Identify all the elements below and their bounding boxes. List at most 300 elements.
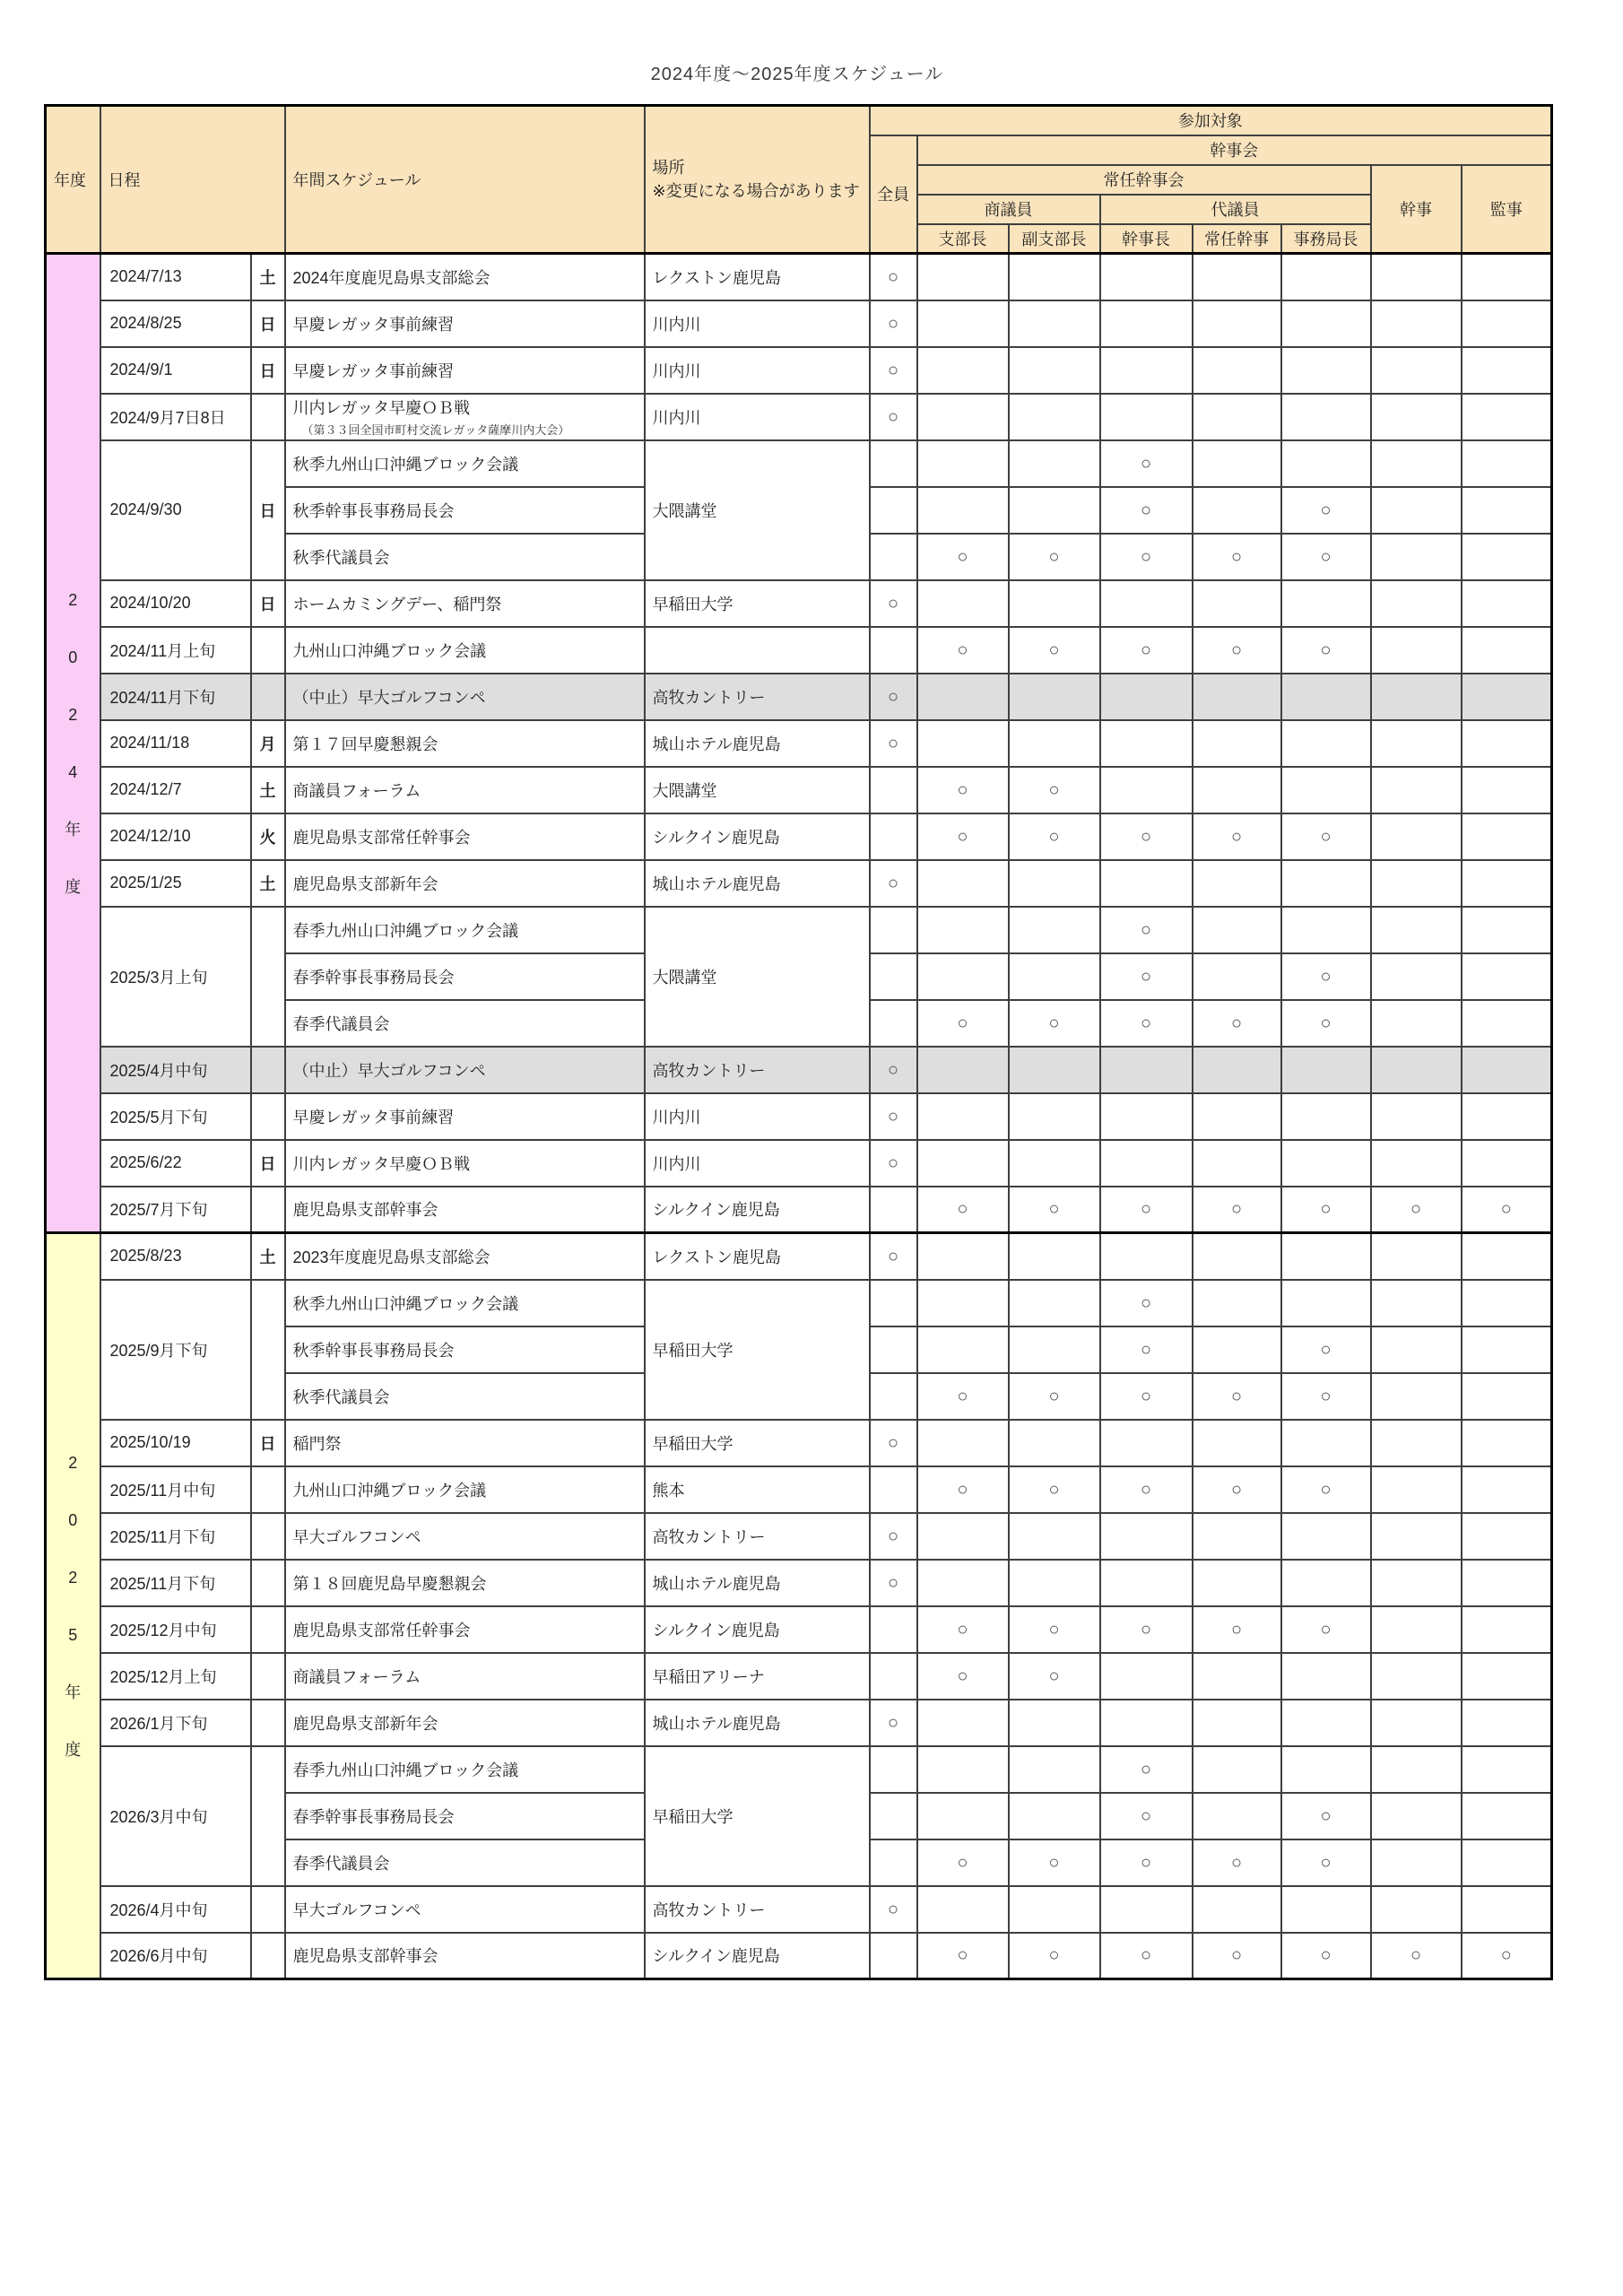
event-name: 秋季代議員会 (292, 1387, 390, 1406)
table-row (46, 1140, 1552, 1187)
circle-mark: ○ (1371, 1933, 1462, 1979)
cell-place: 川内川 (645, 1093, 870, 1140)
mark-cell-empty (1281, 394, 1371, 440)
circle-mark: ○ (1100, 813, 1193, 860)
event-name: 九州山口沖縄ブロック会議 (292, 1481, 487, 1500)
mark-cell-empty (1371, 1746, 1462, 1793)
table-row (46, 580, 1552, 627)
mark-cell-empty (1009, 440, 1100, 487)
table-row (46, 440, 1552, 487)
circle-mark: ○ (870, 1233, 917, 1280)
circle-mark: ○ (917, 1653, 1009, 1700)
mark-cell-empty (1281, 1420, 1371, 1466)
table-row (46, 1233, 1552, 1280)
cell-date: 2025/3月上旬 (100, 907, 251, 1047)
circle-mark: ○ (870, 254, 917, 300)
cell-event (285, 674, 645, 720)
cell-event (285, 1280, 645, 1326)
cell-date: 2025/6/22 (100, 1140, 251, 1187)
mark-cell-empty (1193, 440, 1281, 487)
cell-place: 高牧カントリー (645, 1513, 870, 1560)
mark-cell-empty (1462, 1653, 1552, 1700)
event-name: 早慶レガッタ事前練習 (292, 315, 455, 334)
circle-mark: ○ (1100, 1746, 1193, 1793)
mark-cell-empty (917, 1233, 1009, 1280)
cell-place: 早稲田大学 (645, 1746, 870, 1886)
mark-cell-empty (1462, 1233, 1552, 1280)
mark-cell-empty (1100, 300, 1193, 347)
circle-mark: ○ (870, 1560, 917, 1606)
mark-cell-empty (1462, 487, 1552, 534)
mark-cell-empty (1009, 1047, 1100, 1093)
cell-day: 土 (251, 767, 285, 813)
mark-cell-empty (1193, 1886, 1281, 1933)
mark-cell-empty (1281, 1653, 1371, 1700)
circle-mark: ○ (1281, 1793, 1371, 1839)
cell-event (285, 1326, 645, 1373)
cell-date: 2025/7月下旬 (100, 1187, 251, 1233)
mark-cell-empty (870, 813, 917, 860)
mark-cell-empty (1100, 1653, 1193, 1700)
cell-day (251, 1093, 285, 1140)
mark-cell-empty (1462, 580, 1552, 627)
mark-cell-empty (1462, 1746, 1552, 1793)
mark-cell-empty (1009, 1420, 1100, 1466)
mark-cell-empty (870, 1466, 917, 1513)
cell-date: 2025/10/19 (100, 1420, 251, 1466)
circle-mark: ○ (917, 534, 1009, 580)
event-name: 九州山口沖縄ブロック会議 (292, 641, 487, 660)
circle-mark: ○ (1009, 534, 1100, 580)
mark-cell-empty (917, 487, 1009, 534)
mark-cell-empty (917, 1140, 1009, 1187)
mark-cell-empty (1371, 1373, 1462, 1420)
mark-cell-empty (1462, 1000, 1552, 1047)
table-row (46, 1280, 1552, 1326)
cell-place (645, 627, 870, 674)
mark-cell-empty (917, 907, 1009, 953)
circle-mark: ○ (917, 1933, 1009, 1979)
circle-mark: ○ (917, 1187, 1009, 1233)
mark-cell-empty (1009, 953, 1100, 1000)
mark-cell-empty (1193, 1700, 1281, 1746)
event-name: 2023年度鹿児島県支部総会 (292, 1248, 490, 1266)
cell-day: 日 (251, 440, 285, 580)
mark-cell-empty (1371, 627, 1462, 674)
cell-date: 2025/12月上旬 (100, 1653, 251, 1700)
mark-cell-empty (1281, 580, 1371, 627)
mark-cell-empty (1371, 953, 1462, 1000)
cell-date: 2025/5月下旬 (100, 1093, 251, 1140)
mark-cell-empty (1462, 1373, 1552, 1420)
table-row (46, 1933, 1552, 1979)
cell-date: 2025/4月中旬 (100, 1047, 251, 1093)
mark-cell-empty (870, 1326, 917, 1373)
event-name: 商議員フォーラム (292, 781, 421, 800)
cell-event (285, 1886, 645, 1933)
mark-cell-empty (1100, 767, 1193, 813)
mark-cell-empty (1371, 907, 1462, 953)
year-char: 2 (68, 705, 78, 724)
circle-mark: ○ (1009, 1653, 1100, 1700)
table-row (46, 1187, 1552, 1233)
cell-event (285, 534, 645, 580)
header-year: 年度 (46, 106, 100, 254)
circle-mark: ○ (1281, 1606, 1371, 1653)
mark-cell-empty (1371, 1466, 1462, 1513)
cell-day (251, 674, 285, 720)
circle-mark: ○ (1100, 1466, 1193, 1513)
mark-cell-empty (1371, 1700, 1462, 1746)
cell-event (285, 1047, 645, 1093)
cell-event (285, 627, 645, 674)
cell-day: 土 (251, 860, 285, 907)
cell-event (285, 953, 645, 1000)
mark-cell-empty (1100, 1886, 1193, 1933)
mark-cell-empty (1281, 1886, 1371, 1933)
mark-cell-empty (1009, 1746, 1100, 1793)
circle-mark: ○ (1462, 1933, 1552, 1979)
mark-cell-empty (1281, 300, 1371, 347)
circle-mark: ○ (917, 627, 1009, 674)
cell-day (251, 1746, 285, 1886)
event-note: （第３３回全国市町村交流レガッタ薩摩川内大会） (301, 423, 570, 437)
event-name: 春季代議員会 (292, 1014, 390, 1033)
cell-date: 2024/12/7 (100, 767, 251, 813)
circle-mark: ○ (1193, 1466, 1281, 1513)
cell-place: 城山ホテル鹿児島 (645, 860, 870, 907)
mark-cell-empty (1371, 487, 1462, 534)
cell-place: 大隈講堂 (645, 907, 870, 1047)
mark-cell-empty (870, 1187, 917, 1233)
circle-mark: ○ (917, 1606, 1009, 1653)
mark-cell-empty (1193, 347, 1281, 394)
mark-cell-empty (1462, 860, 1552, 907)
year-char: 0 (68, 1510, 78, 1529)
cell-day: 日 (251, 580, 285, 627)
circle-mark: ○ (870, 1420, 917, 1466)
mark-cell-empty (1100, 1560, 1193, 1606)
header-jonin-kanji: 常任幹事 (1193, 224, 1281, 254)
mark-cell-empty (1100, 720, 1193, 767)
cell-event (285, 1653, 645, 1700)
mark-cell-empty (1193, 1793, 1281, 1839)
cell-date: 2024/11月上旬 (100, 627, 251, 674)
cell-place: 高牧カントリー (645, 1886, 870, 1933)
mark-cell-empty (1193, 1047, 1281, 1093)
table-row (46, 860, 1552, 907)
cell-event (285, 1466, 645, 1513)
mark-cell-empty (1371, 1653, 1462, 1700)
circle-mark: ○ (1009, 1000, 1100, 1047)
circle-mark: ○ (1100, 1326, 1193, 1373)
cell-place: 早稲田大学 (645, 1420, 870, 1466)
mark-cell-empty (1100, 860, 1193, 907)
header-kanjicho: 幹事長 (1100, 224, 1193, 254)
table-row (46, 1093, 1552, 1140)
cell-day (251, 907, 285, 1047)
circle-mark: ○ (1009, 1466, 1100, 1513)
cell-date: 2025/11月下旬 (100, 1560, 251, 1606)
header-annual-schedule: 年間スケジュール (285, 106, 645, 254)
mark-cell-empty (1193, 394, 1281, 440)
mark-cell-empty (917, 1560, 1009, 1606)
mark-cell-empty (917, 440, 1009, 487)
cell-place: 早稲田大学 (645, 580, 870, 627)
table-row (46, 347, 1552, 394)
table-header (46, 106, 1552, 254)
cell-event (285, 1233, 645, 1280)
circle-mark: ○ (1100, 534, 1193, 580)
mark-cell-empty (1371, 534, 1462, 580)
event-name: 川内レガッタ早慶ＯＢ戦 (292, 399, 471, 417)
cell-event (285, 1187, 645, 1233)
mark-cell-empty (917, 1420, 1009, 1466)
cell-date: 2026/3月中旬 (100, 1746, 251, 1886)
cell-place: 川内川 (645, 394, 870, 440)
cell-place: 城山ホテル鹿児島 (645, 720, 870, 767)
mark-cell-empty (917, 953, 1009, 1000)
mark-cell-empty (1462, 907, 1552, 953)
circle-mark: ○ (1193, 534, 1281, 580)
table-row (46, 1047, 1552, 1093)
circle-mark: ○ (1281, 1373, 1371, 1420)
mark-cell-empty (1462, 1420, 1552, 1466)
mark-cell-empty (917, 1886, 1009, 1933)
mark-cell-empty (1462, 1560, 1552, 1606)
circle-mark: ○ (870, 1700, 917, 1746)
mark-cell-empty (1009, 1793, 1100, 1839)
mark-cell-empty (1371, 1606, 1462, 1653)
cell-date: 2024/9月7日8日 (100, 394, 251, 440)
year-char: 2 (68, 590, 78, 609)
header-shogiin: 商議員 (917, 195, 1100, 224)
cell-day: 月 (251, 720, 285, 767)
cell-place: 早稲田アリーナ (645, 1653, 870, 1700)
mark-cell-empty (1193, 1513, 1281, 1560)
mark-cell-empty (870, 1839, 917, 1886)
cell-day: 日 (251, 300, 285, 347)
mark-cell-empty (870, 953, 917, 1000)
cell-event (285, 300, 645, 347)
mark-cell-empty (917, 1746, 1009, 1793)
event-name: 早大ゴルフコンペ (292, 1527, 421, 1546)
circle-mark: ○ (1100, 487, 1193, 534)
cell-place: 熊本 (645, 1466, 870, 1513)
mark-cell-empty (1462, 347, 1552, 394)
year-char: 度 (65, 877, 82, 896)
circle-mark: ○ (870, 1047, 917, 1093)
mark-cell-empty (917, 254, 1009, 300)
mark-cell-empty (1371, 300, 1462, 347)
header-everyone: 全員 (870, 135, 917, 254)
circle-mark: ○ (1100, 1933, 1193, 1979)
mark-cell-empty (1009, 1513, 1100, 1560)
mark-cell-empty (1371, 1793, 1462, 1839)
cell-event (285, 1093, 645, 1140)
cell-place: 川内川 (645, 300, 870, 347)
mark-cell-empty (1462, 1793, 1552, 1839)
cell-date: 2025/8/23 (100, 1233, 251, 1280)
event-name: 商議員フォーラム (292, 1667, 421, 1686)
circle-mark: ○ (1100, 627, 1193, 674)
cell-place: シルクイン鹿児島 (645, 1606, 870, 1653)
mark-cell-empty (1281, 1513, 1371, 1560)
mark-cell-empty (1193, 1140, 1281, 1187)
cell-place: 早稲田大学 (645, 1280, 870, 1420)
event-name: 2024年度鹿児島県支部総会 (292, 268, 490, 287)
cell-place: 川内川 (645, 1140, 870, 1187)
mark-cell-empty (1371, 347, 1462, 394)
event-name: 第１８回鹿児島早慶懇親会 (292, 1574, 487, 1593)
mark-cell-empty (1462, 1886, 1552, 1933)
circle-mark: ○ (1100, 1606, 1193, 1653)
circle-mark: ○ (1281, 1839, 1371, 1886)
mark-cell-empty (1371, 674, 1462, 720)
circle-mark: ○ (1193, 1373, 1281, 1420)
event-name: 春季九州山口沖縄ブロック会議 (292, 921, 519, 940)
event-name: （中止）早大ゴルフコンペ (292, 688, 486, 707)
cell-place: 高牧カントリー (645, 1047, 870, 1093)
mark-cell-empty (1193, 300, 1281, 347)
mark-cell-empty (1193, 580, 1281, 627)
mark-cell-empty (1193, 1093, 1281, 1140)
mark-cell-empty (1371, 440, 1462, 487)
cell-date: 2026/1月下旬 (100, 1700, 251, 1746)
header-kanji: 幹事 (1371, 165, 1462, 254)
mark-cell-empty (917, 1047, 1009, 1093)
mark-cell-empty (1462, 394, 1552, 440)
event-name: 鹿児島県支部新年会 (292, 874, 438, 893)
header-place (645, 106, 870, 254)
circle-mark: ○ (870, 580, 917, 627)
mark-cell-empty (917, 347, 1009, 394)
mark-cell-empty (1462, 813, 1552, 860)
year-char: 度 (65, 1740, 82, 1759)
cell-event (285, 394, 645, 440)
year-char: 5 (68, 1625, 78, 1644)
header-jonin-kanjikai: 常任幹事会 (917, 165, 1371, 195)
mark-cell-empty (1009, 347, 1100, 394)
mark-cell-empty (1281, 907, 1371, 953)
cell-day (251, 1560, 285, 1606)
mark-cell-empty (1371, 1047, 1462, 1093)
circle-mark: ○ (1281, 627, 1371, 674)
mark-cell-empty (917, 674, 1009, 720)
event-name: 春季幹事長事務局長会 (292, 1807, 455, 1826)
circle-mark: ○ (1371, 1187, 1462, 1233)
mark-cell-empty (1100, 1700, 1193, 1746)
mark-cell-empty (1009, 860, 1100, 907)
cell-place: シルクイン鹿児島 (645, 1933, 870, 1979)
mark-cell-empty (1462, 1280, 1552, 1326)
mark-cell-empty (1371, 254, 1462, 300)
header-date: 日程 (100, 106, 285, 254)
mark-cell-empty (1100, 254, 1193, 300)
event-name: （中止）早大ゴルフコンペ (292, 1061, 486, 1080)
mark-cell-empty (1009, 394, 1100, 440)
event-name: 秋季九州山口沖縄ブロック会議 (292, 455, 519, 474)
table-row (46, 1466, 1552, 1513)
mark-cell-empty (1371, 720, 1462, 767)
header-fuku-shibucho: 副支部長 (1009, 224, 1100, 254)
mark-cell-empty (870, 1746, 917, 1793)
cell-date: 2024/11/18 (100, 720, 251, 767)
mark-cell-empty (917, 860, 1009, 907)
header-auditor: 監事 (1462, 165, 1552, 254)
event-name: 春季幹事長事務局長会 (292, 968, 455, 987)
mark-cell-empty (1371, 1886, 1462, 1933)
mark-cell-empty (1009, 487, 1100, 534)
circle-mark: ○ (1100, 440, 1193, 487)
mark-cell-empty (1462, 1326, 1552, 1373)
mark-cell-empty (1009, 300, 1100, 347)
year-cell (46, 1233, 100, 1979)
mark-cell-empty (917, 394, 1009, 440)
circle-mark: ○ (1281, 1326, 1371, 1373)
circle-mark: ○ (1100, 1373, 1193, 1420)
mark-cell-empty (1462, 254, 1552, 300)
mark-cell-empty (1462, 1700, 1552, 1746)
event-name: 鹿児島県支部新年会 (292, 1714, 438, 1733)
mark-cell-empty (1462, 1513, 1552, 1560)
circle-mark: ○ (1281, 1466, 1371, 1513)
year-vertical-label (47, 1434, 100, 1779)
circle-mark: ○ (1193, 1606, 1281, 1653)
mark-cell-empty (870, 627, 917, 674)
cell-day: 火 (251, 813, 285, 860)
mark-cell-empty (870, 1933, 917, 1979)
circle-mark: ○ (917, 813, 1009, 860)
mark-cell-empty (1281, 860, 1371, 907)
circle-mark: ○ (1009, 767, 1100, 813)
mark-cell-empty (1462, 953, 1552, 1000)
mark-cell-empty (1009, 1093, 1100, 1140)
mark-cell-empty (1371, 813, 1462, 860)
cell-date: 2025/9月下旬 (100, 1280, 251, 1420)
circle-mark: ○ (1193, 813, 1281, 860)
mark-cell-empty (1462, 440, 1552, 487)
mark-cell-empty (1193, 487, 1281, 534)
event-name: 秋季幹事長事務局長会 (292, 1341, 455, 1360)
circle-mark: ○ (1193, 1933, 1281, 1979)
mark-cell-empty (1371, 1839, 1462, 1886)
circle-mark: ○ (1193, 1839, 1281, 1886)
cell-date: 2025/11月下旬 (100, 1513, 251, 1560)
circle-mark: ○ (917, 767, 1009, 813)
circle-mark: ○ (1100, 1793, 1193, 1839)
cell-event (285, 1513, 645, 1560)
circle-mark: ○ (917, 1466, 1009, 1513)
mark-cell-empty (1371, 580, 1462, 627)
circle-mark: ○ (1281, 1187, 1371, 1233)
mark-cell-empty (1281, 1233, 1371, 1280)
circle-mark: ○ (1009, 1187, 1100, 1233)
year-char: 年 (65, 820, 82, 839)
event-name: 鹿児島県支部幹事会 (292, 1201, 438, 1220)
circle-mark: ○ (1100, 1280, 1193, 1326)
mark-cell-empty (1009, 1233, 1100, 1280)
mark-cell-empty (1009, 580, 1100, 627)
circle-mark: ○ (870, 1140, 917, 1187)
mark-cell-empty (917, 720, 1009, 767)
mark-cell-empty (1462, 627, 1552, 674)
mark-cell-empty (917, 1093, 1009, 1140)
circle-mark: ○ (1100, 953, 1193, 1000)
event-name: 秋季代議員会 (292, 548, 390, 567)
table-row (46, 720, 1552, 767)
cell-date: 2024/9/1 (100, 347, 251, 394)
